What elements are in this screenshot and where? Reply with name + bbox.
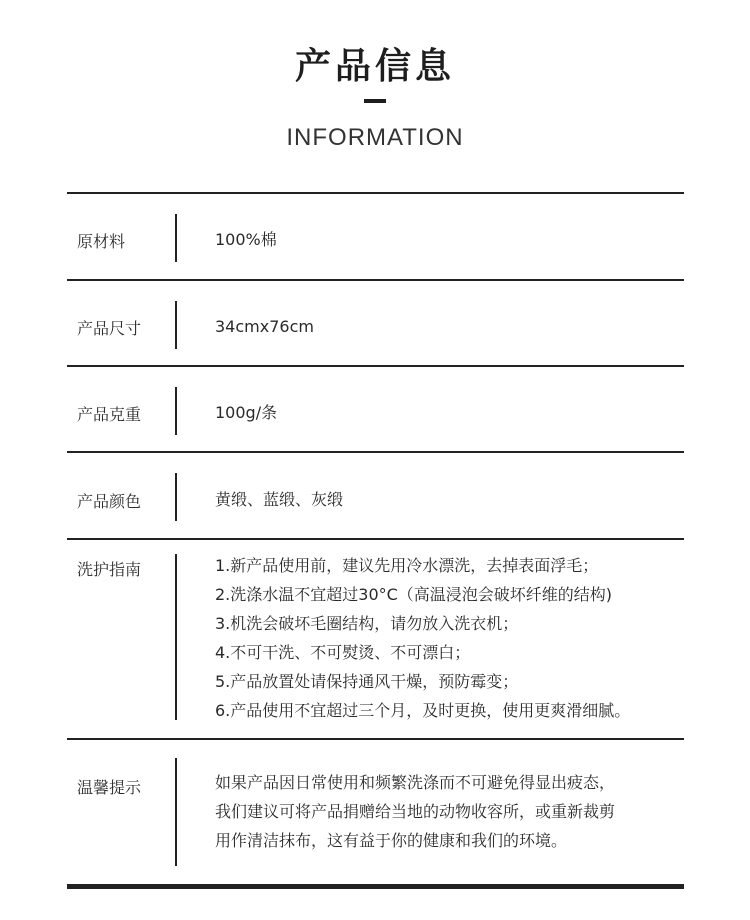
table-row-care-guide — [67, 538, 684, 738]
table-row-tips — [67, 738, 684, 889]
row-divider — [175, 758, 177, 866]
row-value — [215, 312, 314, 341]
row-value-line: 2.洗涤水温不宜超过30°C（高温浸泡会破坏纤维的结构) — [215, 585, 613, 604]
row-value — [215, 551, 630, 725]
row-divider — [175, 214, 177, 262]
row-label: 温馨提示 — [77, 778, 142, 797]
table-row-size — [67, 279, 684, 365]
page-title: 产品信息 — [294, 46, 455, 87]
row-value — [215, 485, 343, 514]
row-divider — [175, 473, 177, 521]
table-row-color — [67, 451, 684, 538]
page-subtitle: INFORMATION — [286, 124, 464, 151]
table-row-weight — [67, 365, 684, 451]
row-value-line: 100%棉 — [215, 230, 277, 249]
row-label: 产品克重 — [77, 405, 142, 424]
row-value-line: 用作清洁抹布，这有益于你的健康和我们的环境。 — [215, 831, 568, 850]
row-value-line: 5.产品放置处请保持通风干燥，预防霉变； — [215, 672, 519, 691]
row-value-line: 我们建议可将产品捐赠给当地的动物收容所，或重新裁剪 — [215, 802, 616, 821]
row-label: 洗护指南 — [77, 560, 142, 579]
table-row-material — [67, 192, 684, 279]
row-divider — [175, 554, 177, 720]
row-value-line: 如果产品因日常使用和频繁洗涤而不可避免得显出疲态， — [215, 773, 616, 792]
info-table — [67, 192, 684, 889]
row-label: 产品颜色 — [77, 492, 142, 511]
row-divider — [175, 301, 177, 349]
row-value-line: 黄缎、蓝缎、灰缎 — [215, 490, 344, 509]
row-value — [215, 398, 277, 427]
row-value — [215, 225, 277, 254]
row-value-line: 1.新产品使用前，建议先用冷水漂洗，去掉表面浮毛； — [215, 556, 599, 575]
row-value-line: 4.不可干洗、不可熨烫、不可漂白； — [215, 643, 471, 662]
info-header — [0, 0, 750, 190]
title-divider — [364, 99, 386, 103]
row-value-line: 6.产品使用不宜超过三个月，及时更换，使用更爽滑细腻。 — [215, 701, 631, 720]
row-value-line: 100g/条 — [215, 403, 278, 422]
row-value-line: 34cmx76cm — [215, 317, 314, 336]
row-value — [215, 768, 615, 855]
row-divider — [175, 387, 177, 435]
row-value-line: 3.机洗会破坏毛圈结构，请勿放入洗衣机； — [215, 614, 519, 633]
row-label: 产品尺寸 — [77, 319, 142, 338]
row-label: 原材料 — [77, 232, 126, 251]
